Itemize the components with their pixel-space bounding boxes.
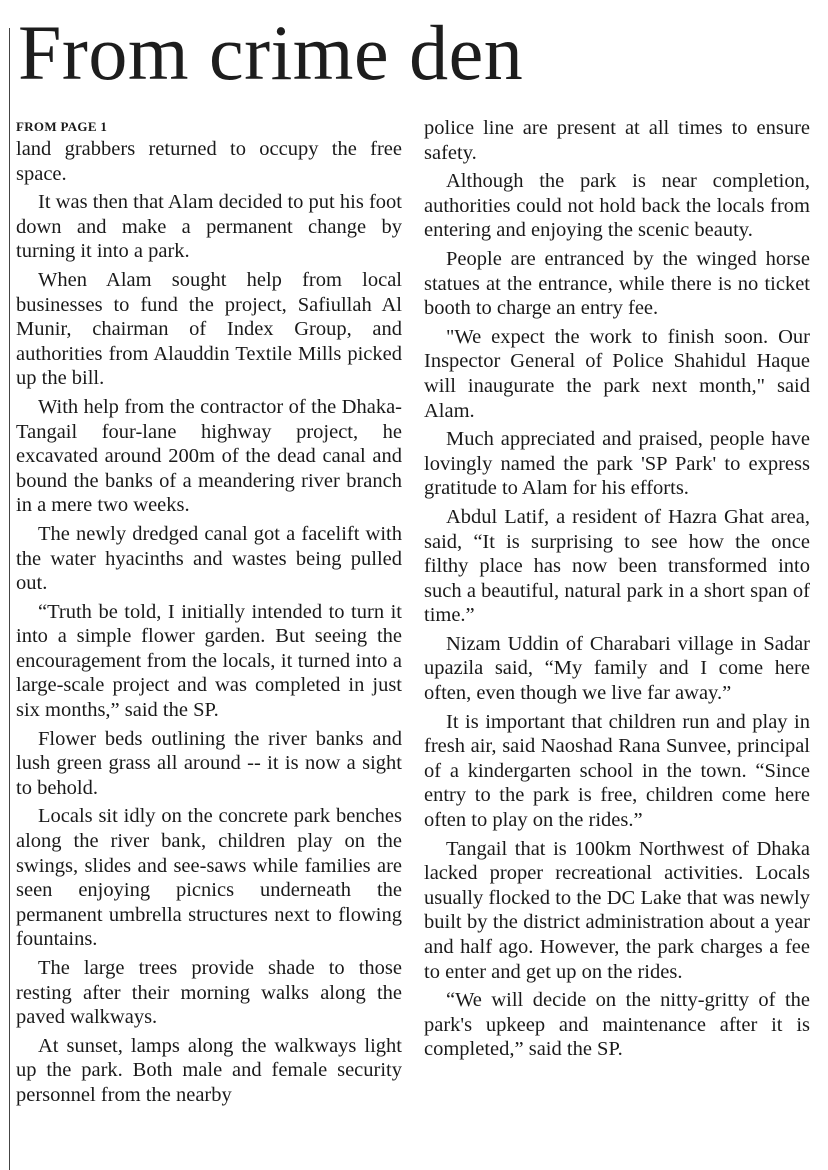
paragraph: land grabbers returned to occupy the free space. [16,138,402,185]
column-rule [9,28,10,1170]
paragraph: police line are present at all times to ensure safety. [424,117,810,164]
paragraph: Tangail that is 100km Northwest of Dhaka lacked proper recreational activities. Locals usually flocked to the DC Lake that was newly built by the district administration about a year and half ago. However, the park charges a fee to enter and get up on the rides. [424,837,810,983]
paragraph: It was then that Alam decided to put his foot down and make a permanent change by turning it into a park. [16,191,402,263]
paragraph: Much appreciated and praised, people have lovingly named the park 'SP Park' to express gratitude to Alam for his efforts. [424,428,810,500]
paragraph: “We will decide on the nitty-gritty of the park's upkeep and maintenance after it is completed,” said the SP. [424,989,810,1061]
paragraph: Nizam Uddin of Charabari village in Sadar upazila said, “My family and I come here often, even though we live far away.” [424,632,810,705]
paragraph: Abdul Latif, a resident of Hazra Ghat area, said, “It is surprising to see how the once filthy place has now been transformed into such a beautiful, natural park in a short span of time.” [424,505,810,627]
headline: From crime den [18,9,524,96]
article-column-right [424,116,810,1066]
paragraph: Flower beds outlining the river banks and lush green grass all around -- it is now a sight to behold. [16,727,402,799]
continued-from-label: FROM PAGE 1 [16,119,108,134]
paragraph: The large trees provide shade to those resting after their morning walks along the paved walkways. [16,957,402,1029]
paragraph: It is important that children run and play in fresh air, said Naoshad Rana Sunvee, principal of a kindergarten school in the town. “Since entry to the park is free, children come here often to play on the rides.” [424,710,810,832]
paragraph: At sunset, lamps along the walkways light up the park. Both male and female security personnel from the nearby [16,1034,402,1106]
article-column-left [16,116,402,1112]
paragraph: The newly dredged canal got a facelift with the water hyacinths and wastes being pulled out. [16,522,402,595]
paragraph: With help from the contractor of the Dhaka-Tangail four-lane highway project, he excavated around 200m of the dead canal and bound the banks of a meandering river branch in a mere two weeks. [16,395,402,517]
paragraph: People are entranced by the winged horse statues at the entrance, while there is no ticket booth to charge an entry fee. [424,247,810,320]
paragraph: Locals sit idly on the concrete park benches along the river bank, children play on the swings, slides and see-saws while families are seen enjoying picnics underneath the permanent umbrella structures next to flowing fountains. [16,805,402,951]
paragraph: When Alam sought help from local businesses to fund the project, Safiullah Al Munir, chairman of Index Group, and authorities from Alauddin Textile Mills picked up the bill. [16,268,402,390]
paragraph: Although the park is near completion, authorities could not hold back the locals from entering and enjoying the scenic beauty. [424,170,810,242]
paragraph: "We expect the work to finish soon. Our Inspector General of Police Shahidul Haque will inaugurate the park next month," said Alam. [424,325,810,422]
paragraph: “Truth be told, I initially intended to turn it into a simple flower garden. But seeing the encouragement from the locals, it turned into a large-scale project and was completed in just six months,” said the SP. [16,600,402,722]
